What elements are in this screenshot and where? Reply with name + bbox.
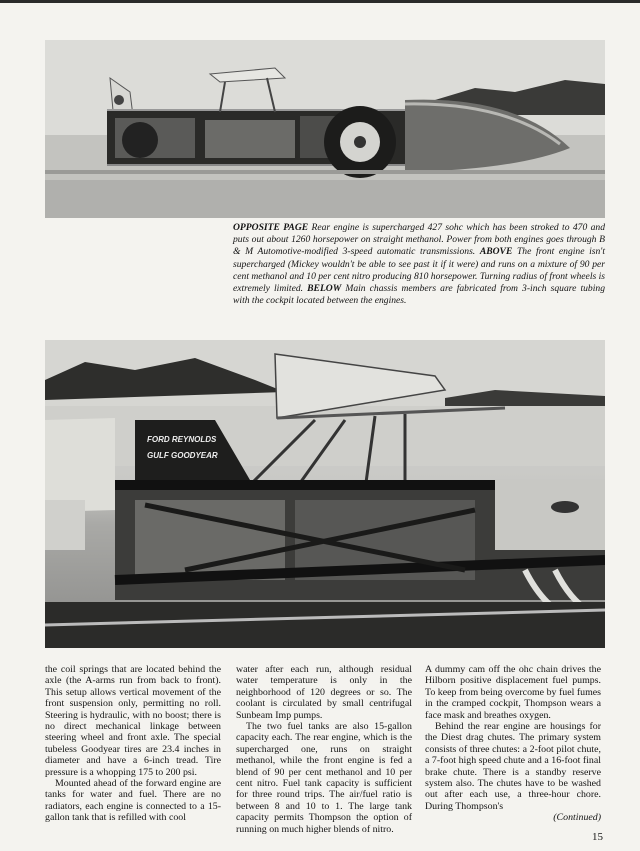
photo-streamliner-side xyxy=(45,40,605,218)
caption-label-opposite: OPPOSITE PAGE xyxy=(233,222,309,233)
col3-paragraph-2: Behind the rear engine are housings for the Diest drag chutes. The primary system consists of three chutes: a 2-foot pilot chute, a 7-foot high speed chute and a 16-foot final brake chute. There is a standby reserve system also. The chutes have to be washed out after each use, a three-hour chore. During Thompson's xyxy=(425,721,601,812)
caption-label-above: ABOVE xyxy=(479,246,513,258)
col2-paragraph-1: water after each run, although residual water temperature is only in the neighborhood of 120 degrees or so. The coolant is circulated by small centrifugal Sunbeam Imp pumps. xyxy=(236,664,412,721)
col2-paragraph-2: The two fuel tanks are also 15-gallon capacity each. The rear engine, which is the supercharged one, runs on straight methanol, while the front engine is fed a blend of 90 per cent methanol and 10 per cent nitro. Fuel tank capacity is sufficient for three round trips. The air/fuel ratio is between 8 and 10 to 1. The large tank capacity permits Thompson the option of running on much higher blends of nitro. xyxy=(236,721,412,835)
decal-ford-reynolds: FORD REYNOLDS xyxy=(147,435,217,444)
col1-paragraph-1: the coil springs that are located behind the axle (the A-arms run from back to front). This setup allows vertical movement of the front suspension only, permitting no roll. Steering is hydraulic, with no boost; there is no direct mechanical linkage between steering wheel and front axle. The special tubeless Goodyear tires are 23.4 inches in diameter and have a 6-inch tread. Tire pressure is a whopping 175 to 200 psi. xyxy=(45,664,221,778)
col1-paragraph-2: Mounted ahead of the forward engine are tanks for water and fuel. There are no radiators, each engine is connected to a 15-gallon tank that is refilled with cool xyxy=(45,778,221,824)
page-number: 15 xyxy=(592,831,603,843)
text-column-3 xyxy=(425,664,601,824)
caption-text-opposite: Rear engine is supercharged 427 sohc which has been stroked to 470 and puts out about 1260 horsepower on straight methanol. Power from both engines goes through B & M Automotive-modified 3-speed automatic transmissions. xyxy=(233,222,605,258)
streamliner-side-illustration xyxy=(45,40,605,218)
text-column-1 xyxy=(45,664,221,824)
chassis-closeup-illustration xyxy=(45,340,605,648)
continued-marker: (Continued) xyxy=(553,812,601,824)
decal-gulf-goodyear: GULF GOODYEAR xyxy=(147,451,218,460)
text-column-2 xyxy=(236,664,412,835)
photo-caption xyxy=(233,222,605,307)
caption-label-below: BELOW xyxy=(307,283,342,295)
top-rule xyxy=(0,0,640,3)
caption-text-below: Main chassis members are fabricated from 3-inch square tubing with the cockpit located between the engines. xyxy=(233,283,605,307)
photo-chassis-closeup xyxy=(45,340,605,648)
caption-text-above: The front engine isn't supercharged (Mickey wouldn't be able to see past it if it were) and runs on a mixture of 90 per cent methanol and 10 per cent nitro producing 810 horsepower. Turning radius of front wheels is extremely limited. xyxy=(233,246,606,295)
col3-paragraph-1: A dummy cam off the ohc chain drives the Hilborn positive displacement fuel pumps. To keep from being overcome by fuel fumes in the cramped cockpit, Thompson wears a face mask and breathes oxygen. xyxy=(425,664,601,721)
